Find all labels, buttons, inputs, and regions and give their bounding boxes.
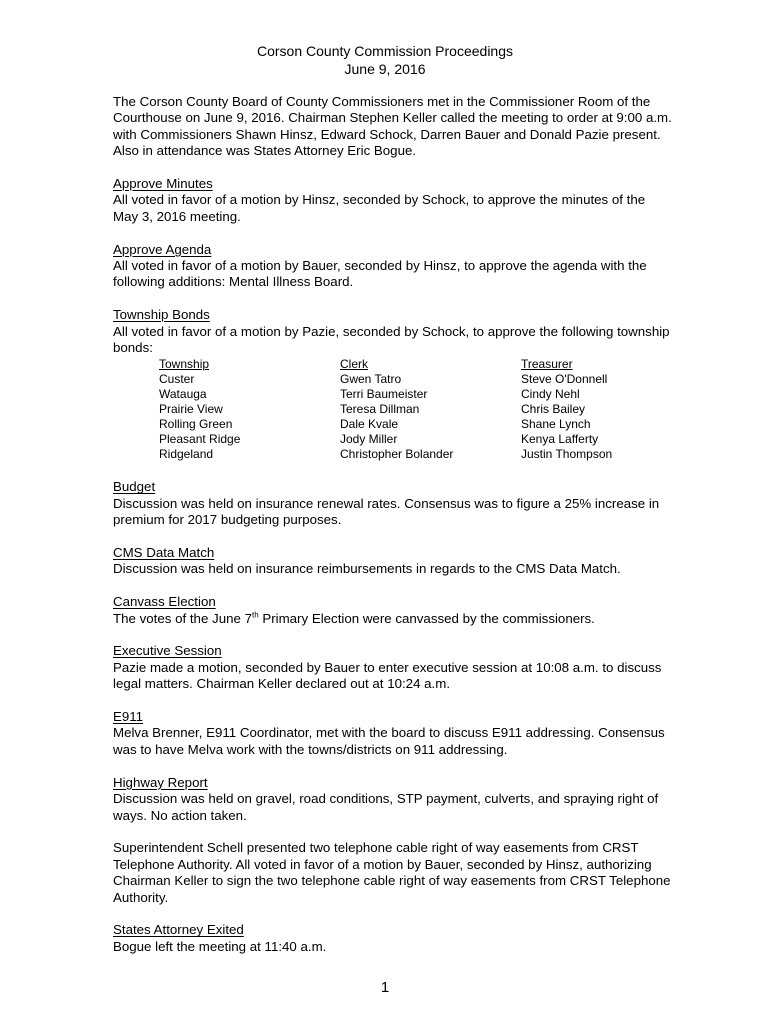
document-title-block bbox=[113, 42, 657, 78]
section-heading: Executive Session bbox=[113, 643, 222, 659]
table-row bbox=[159, 372, 641, 387]
ordinal-suffix: th bbox=[251, 610, 259, 620]
section-body: All voted in favor of a motion by Hinsz, seconded by Schock, to approve the minutes of the May 3, 2016 meeting. bbox=[113, 192, 646, 224]
section-heading: E911 bbox=[113, 709, 144, 725]
section-body: Discussion was held on insurance reimbursements in regards to the CMS Data Match. bbox=[113, 561, 621, 577]
page-number: 1 bbox=[380, 979, 390, 996]
township-cell: Rolling Green bbox=[159, 417, 233, 432]
section-body: All voted in favor of a motion by Bauer, seconded by Hinsz, to approve the agenda with the following additions: Mental Illness Board. bbox=[113, 258, 647, 290]
section-body: All voted in favor of a motion by Pazie, seconded by Schock, to approve the following township bonds: bbox=[113, 323, 670, 356]
clerk-cell: Christopher Bolander bbox=[340, 447, 454, 462]
section-body: Bogue left the meeting at 11:40 a.m. bbox=[113, 938, 327, 954]
treasurer-cell: Kenya Lafferty bbox=[521, 432, 599, 447]
document-date: June 9, 2016 bbox=[344, 61, 426, 77]
table-row bbox=[159, 402, 641, 417]
column-header-township: Township bbox=[159, 357, 210, 372]
section-body: Melva Brenner, E911 Coordinator, met with the board to discuss E911 addressing. Consensus was to have Melva work with the towns/districts on 911 addressing. bbox=[113, 725, 665, 757]
section-body: Discussion was held on gravel, road conditions, STP payment, culverts, and spraying right of ways. No action taken. bbox=[113, 791, 659, 823]
township-cell: Ridgeland bbox=[159, 447, 214, 462]
clerk-cell: Gwen Tatro bbox=[340, 372, 402, 387]
table-header-row bbox=[159, 357, 641, 372]
section-body: Discussion was held on insurance renewal rates. Consensus was to figure a 25% increase in premium for 2017 budgeting purposes. bbox=[113, 495, 660, 528]
section-approve-agenda bbox=[113, 242, 673, 291]
township-cell: Pleasant Ridge bbox=[159, 432, 241, 447]
section-canvass-election bbox=[113, 594, 673, 627]
column-header-clerk: Clerk bbox=[340, 357, 369, 372]
section-heading: CMS Data Match bbox=[113, 545, 215, 561]
treasurer-cell: Shane Lynch bbox=[521, 417, 591, 432]
township-cell: Prairie View bbox=[159, 402, 223, 417]
treasurer-cell: Justin Thompson bbox=[521, 447, 613, 462]
table-row bbox=[159, 447, 641, 462]
document-title: Corson County Commission Proceedings bbox=[257, 43, 513, 59]
clerk-cell: Terri Baumeister bbox=[340, 387, 428, 402]
intro-paragraph: The Corson County Board of County Commissioners met in the Commissioner Room of the Courthouse on June 9, 2016. Chairman Stephen Keller called the meeting to order at 9:00 a.m. with Commissioners Shawn Hinsz, Edward Schock, Darren Bauer and Donald Pazie present. Also in attendance was States Attorney Eric Bogue. bbox=[113, 94, 672, 159]
section-body: Pazie made a motion, seconded by Bauer to enter executive session at 10:08 a.m. to discuss legal matters. Chairman Keller declared out at 10:24 a.m. bbox=[113, 659, 662, 692]
section-budget bbox=[113, 479, 673, 528]
table-row bbox=[159, 387, 641, 402]
table-row bbox=[159, 432, 641, 447]
township-bonds-table bbox=[159, 357, 641, 462]
section-executive-session bbox=[113, 643, 673, 692]
treasurer-cell: Steve O'Donnell bbox=[521, 372, 608, 387]
section-heading: Canvass Election bbox=[113, 594, 216, 610]
section-heading: Highway Report bbox=[113, 774, 208, 790]
section-heading: States Attorney Exited bbox=[113, 922, 244, 938]
section-heading: Budget bbox=[113, 479, 156, 495]
section-body: The votes of the June 7th Primary Election were canvassed by the commissioners. bbox=[113, 610, 595, 626]
clerk-cell: Jody Miller bbox=[340, 432, 398, 447]
table-row bbox=[159, 417, 641, 432]
document-body bbox=[113, 94, 673, 955]
column-header-treasurer: Treasurer bbox=[521, 357, 573, 372]
section-heading: Approve Agenda bbox=[113, 241, 212, 257]
section-cms-data-match bbox=[113, 545, 673, 578]
township-cell: Custer bbox=[159, 372, 195, 387]
section-body-continued: Superintendent Schell presented two telephone cable right of way easements from CRST Telephone Authority. All voted in favor of a motion by Bauer, seconded by Hinsz, authorizing Chairman Keller to sign the two telephone cable right of way easements from CRST Telephone Authority. bbox=[113, 840, 671, 905]
township-cell: Watauga bbox=[159, 387, 207, 402]
section-township-bonds bbox=[113, 307, 673, 462]
section-heading: Approve Minutes bbox=[113, 176, 213, 192]
treasurer-cell: Cindy Nehl bbox=[521, 387, 580, 402]
section-heading: Township Bonds bbox=[113, 307, 210, 323]
section-approve-minutes bbox=[113, 176, 673, 225]
clerk-cell: Dale Kvale bbox=[340, 417, 399, 432]
treasurer-cell: Chris Bailey bbox=[521, 402, 586, 417]
section-e911 bbox=[113, 709, 673, 758]
section-highway-report bbox=[113, 775, 673, 906]
clerk-cell: Teresa Dillman bbox=[340, 402, 420, 417]
section-states-attorney-exited bbox=[113, 922, 673, 955]
